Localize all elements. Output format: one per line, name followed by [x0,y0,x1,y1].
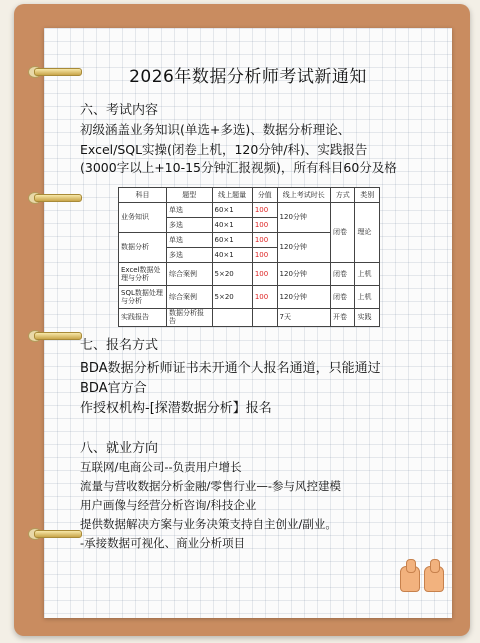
table-cell: 上机 [355,263,380,286]
table-cell: 开卷 [331,309,355,327]
table-row [119,263,380,286]
table-cell: 综合案例 [166,263,212,286]
table-cell: 综合案例 [166,286,212,309]
table-header-cell: 线上考试时长 [277,188,330,203]
text-line: BDA官方合 [80,381,147,396]
table-cell: 120分钟 [277,203,330,233]
table-cell: 100 [252,248,277,263]
text-line: 互联网/电商公司--负责用户增长 [80,460,242,474]
table-header-cell: 方式 [331,188,355,203]
text-line: 提供数据解决方案与业务决策支持自主创业/副业。 [80,517,337,531]
table-cell: 120分钟 [277,286,330,309]
table-cell: 120分钟 [277,233,330,263]
table-cell: 闭卷 [331,203,355,263]
table-cell: 单选 [166,203,212,218]
table-cell: 5×20 [212,286,252,309]
table-cell: 闭卷 [331,263,355,286]
section-heading-registration: 七、报名方式 [80,338,159,353]
table-cell: 40×1 [212,218,252,233]
table-cell: 数据分析报告 [166,309,212,327]
table-cell: 100 [252,233,277,248]
table-cell: 100 [252,218,277,233]
text-line: -承接数据可视化、商业分析项目 [80,536,246,550]
table-cell: 60×1 [212,203,252,218]
page-title: 2026年数据分析师考试新通知 [129,67,367,87]
table-cell: 单选 [166,233,212,248]
table-cell: 上机 [355,286,380,309]
table-header-row [119,188,380,203]
table-cell [252,309,277,327]
text-line: 流量与营收数据分析金融/零售行业—-参与风控建模 [80,479,342,493]
table-cell: 闭卷 [331,286,355,309]
table-header-cell: 题型 [166,188,212,203]
text-line: 作授权机构-[探潜数据分析】报名 [80,401,272,416]
table-cell: 120分钟 [277,263,330,286]
section-heading-career: 八、就业方向 [80,441,159,456]
table-cell [212,309,252,327]
table-cell: 实践 [355,309,380,327]
table-cell: 多选 [166,248,212,263]
table-cell: 100 [252,286,277,309]
table-cell: 业务知识 [119,203,167,233]
text-line: BDA数据分析师证书未开通个人报名通道，只能通过 [80,361,381,376]
table-cell: 100 [252,263,277,286]
text-line: (3000字以上+10-15分钟汇报视频)，所有科目60分及格 [80,160,397,175]
text-line: Excel/SQL实操(闭卷上机，120分钟/科)、实践报告 [80,142,368,157]
text-line: 初级涵盖业务知识(单选+多选)、数据分析理论、 [80,122,351,137]
thumbs-up-icon [396,562,446,596]
binder-ring [28,526,80,540]
text-line: 用户画像与经营分析咨询/科技企业 [80,498,257,512]
table-cell: 5×20 [212,263,252,286]
table-row [119,286,380,309]
table-cell: 实践报告 [119,309,167,327]
table-cell: 60×1 [212,233,252,248]
table-cell: Excel数据处理与分析 [119,263,167,286]
binder-ring [28,190,80,204]
table-cell: 7天 [277,309,330,327]
table-cell: 理论 [355,203,380,263]
table-header-cell: 科目 [119,188,167,203]
table-row [119,203,380,218]
table-cell: 多选 [166,218,212,233]
table-cell: 数据分析 [119,233,167,263]
table-cell: SQL数据处理与分析 [119,286,167,309]
binder-ring [28,328,80,342]
section-heading-exam-content: 六、考试内容 [80,103,159,118]
table-cell: 40×1 [212,248,252,263]
table-header-cell: 分值 [252,188,277,203]
table-header-cell: 类别 [355,188,380,203]
table-cell: 100 [252,203,277,218]
table-row [119,309,380,327]
table-header-cell: 线上题量 [212,188,252,203]
exam-table [118,187,380,327]
